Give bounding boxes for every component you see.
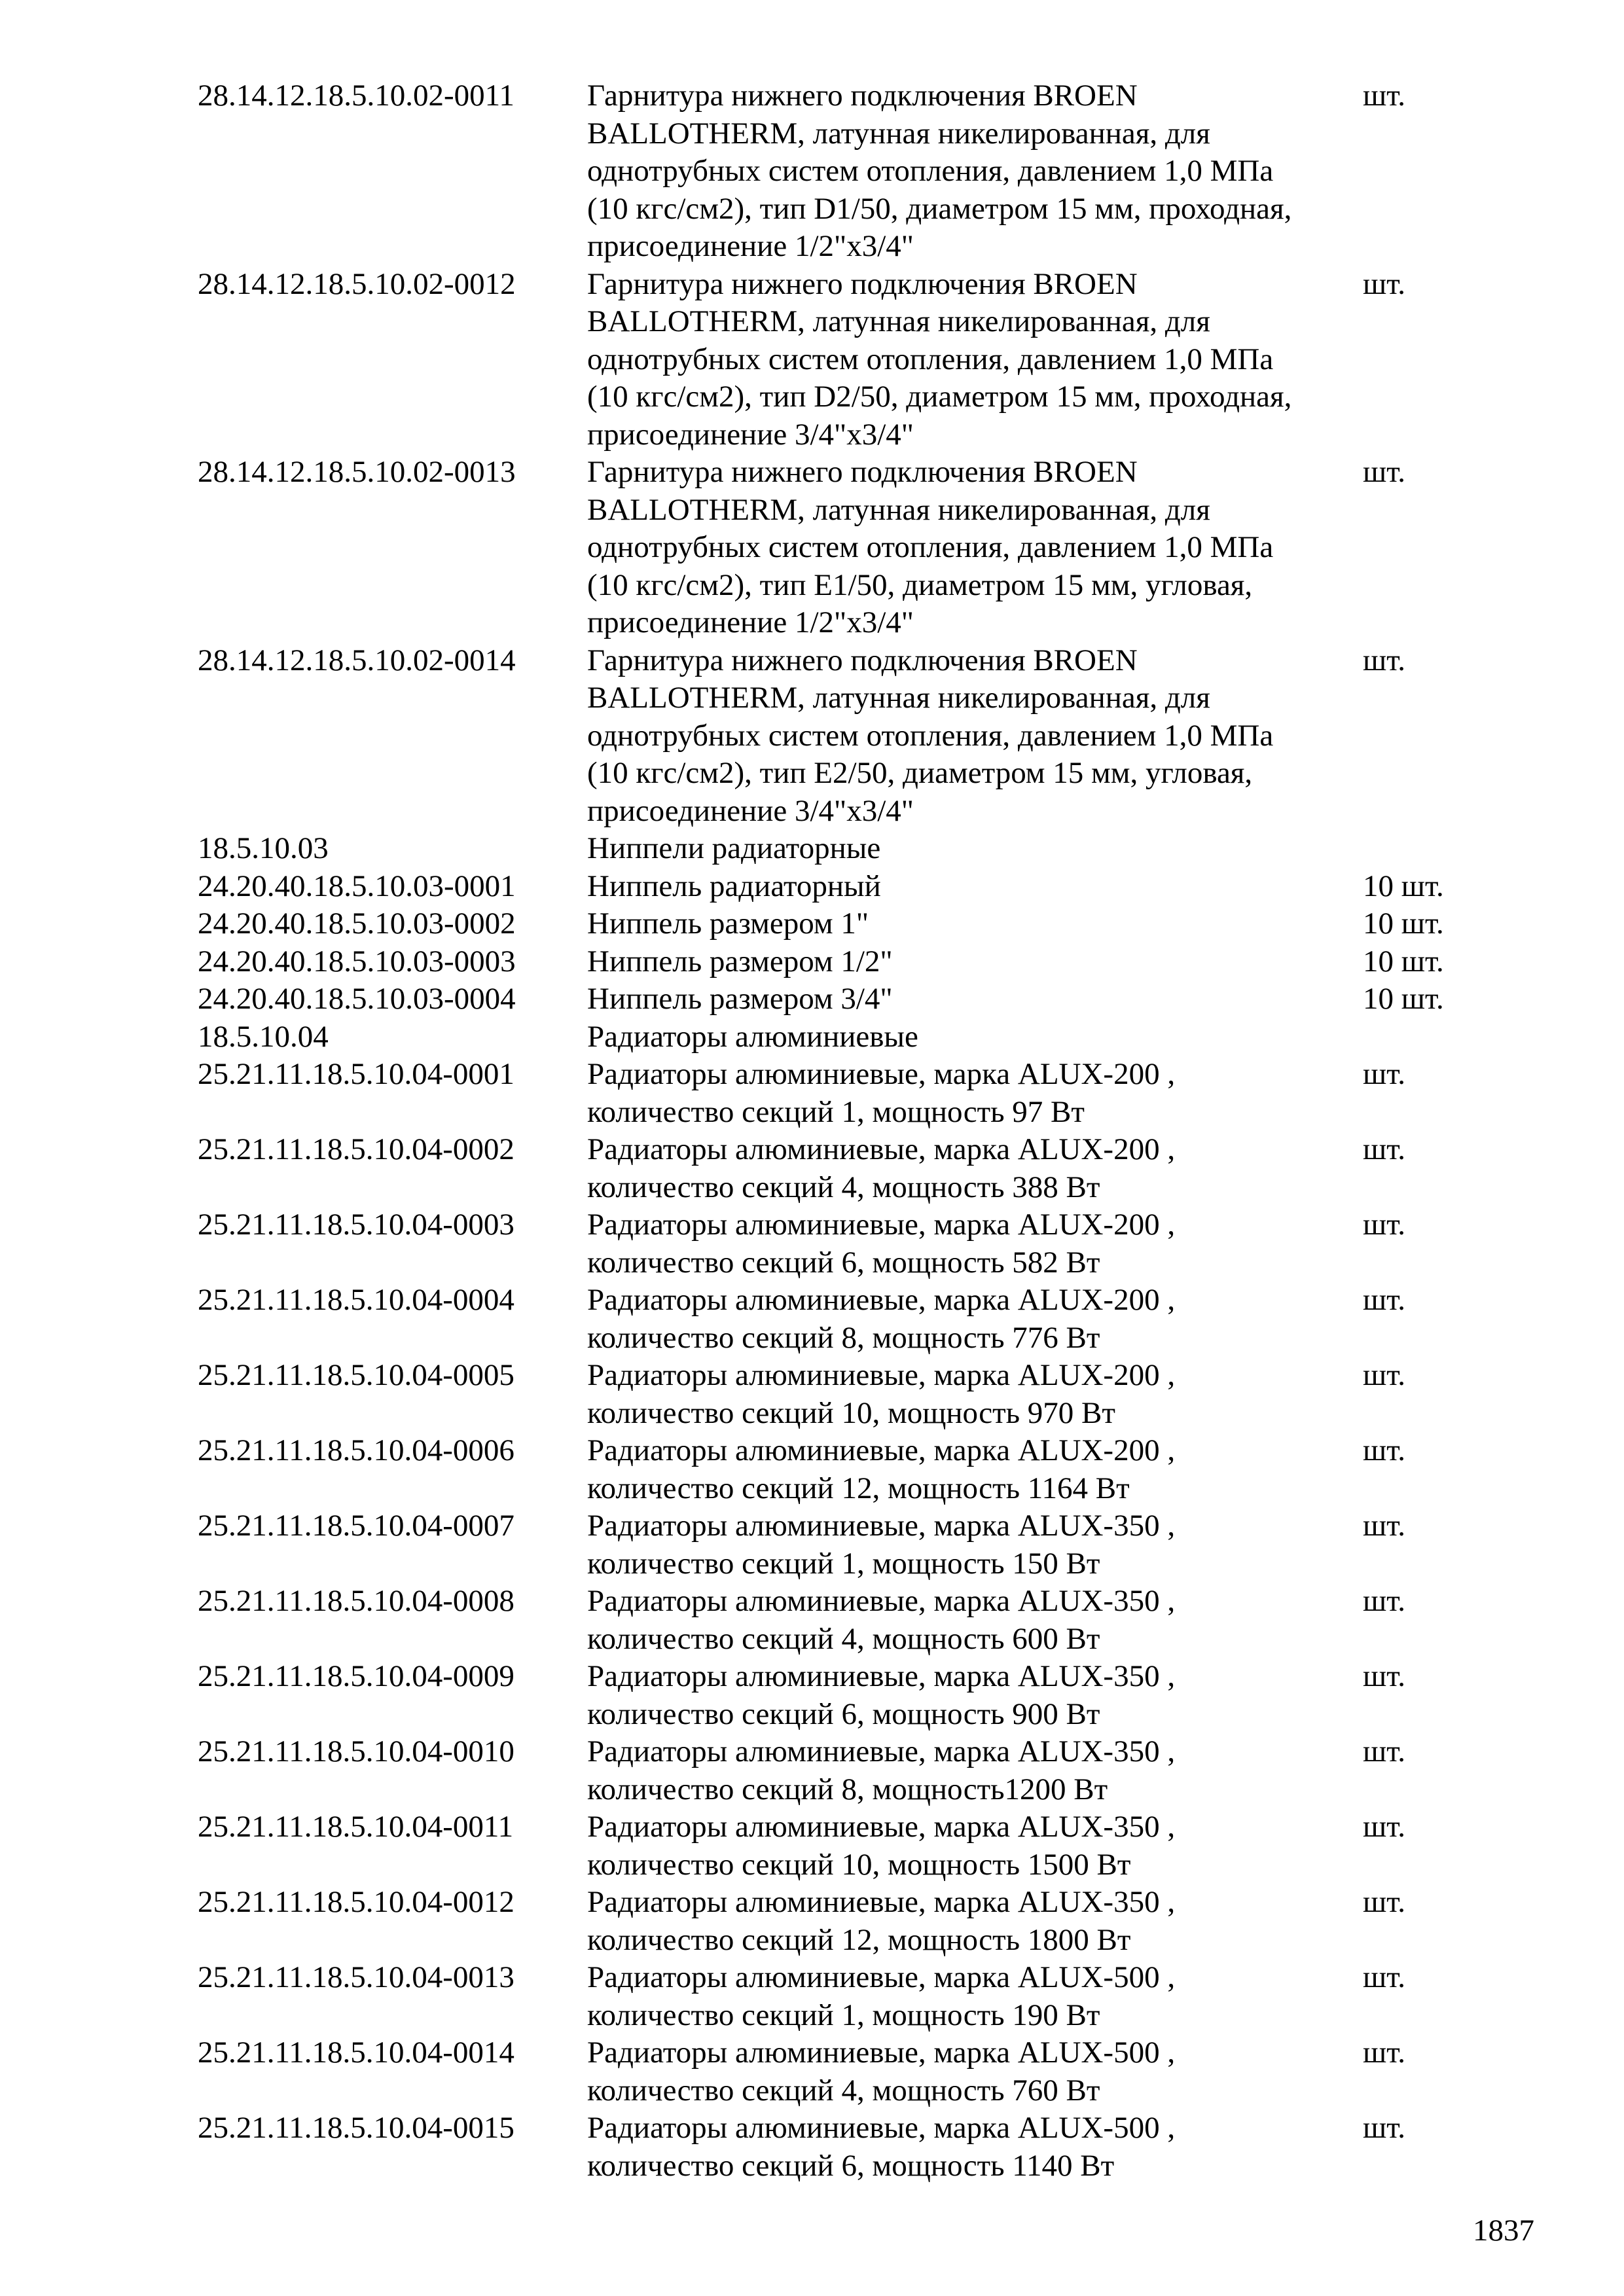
table-row [198, 1282, 1507, 1357]
resource-description: Радиаторы алюминиевые, марка ALUX-350 , количество секций 4, мощность 600 Вт [587, 1584, 1176, 1656]
unit-of-measure: шт. [1363, 1584, 1405, 1618]
resource-description: Ниппель размером 1/2" [587, 944, 893, 978]
resource-code: 28.14.12.18.5.10.02-0012 [198, 266, 516, 301]
table-row [198, 980, 1507, 1018]
unit-of-measure: шт. [1363, 1960, 1405, 1994]
resource-description: Радиаторы алюминиевые, марка ALUX-350 , количество секций 12, мощность 1800 Вт [587, 1885, 1176, 1957]
resource-code: 25.21.11.18.5.10.04-0008 [198, 1584, 514, 1618]
unit-of-measure: 10 шт. [1363, 869, 1444, 903]
resource-description: Радиаторы алюминиевые, марка ALUX-200 , количество секций 12, мощность 1164 Вт [587, 1433, 1176, 1505]
unit-of-measure: шт. [1363, 1132, 1405, 1166]
unit-of-measure: 10 шт. [1363, 906, 1444, 941]
unit-of-measure: шт. [1363, 1734, 1405, 1768]
resource-code: 25.21.11.18.5.10.04-0010 [198, 1734, 514, 1768]
table-row [198, 1206, 1507, 1282]
unit-of-measure: шт. [1363, 643, 1405, 677]
resource-code: 24.20.40.18.5.10.03-0004 [198, 982, 516, 1016]
table-row [198, 266, 1507, 454]
resource-code: 25.21.11.18.5.10.04-0004 [198, 1283, 514, 1317]
table-row [198, 2109, 1507, 2185]
resource-code: 25.21.11.18.5.10.04-0007 [198, 1509, 514, 1543]
resource-code: 25.21.11.18.5.10.04-0002 [198, 1132, 514, 1166]
resource-code: 28.14.12.18.5.10.02-0013 [198, 455, 516, 489]
page-number: 1837 [1473, 2214, 1534, 2248]
resource-description: Ниппель размером 1" [587, 906, 869, 941]
table-row [198, 1131, 1507, 1206]
resource-code: 25.21.11.18.5.10.04-0014 [198, 2036, 514, 2070]
table-row [198, 1583, 1507, 1658]
unit-of-measure: шт. [1363, 79, 1405, 113]
table-row [198, 905, 1507, 943]
resource-code: 25.21.11.18.5.10.04-0001 [198, 1057, 514, 1091]
resource-code: 25.21.11.18.5.10.04-0015 [198, 2111, 514, 2145]
table-row [198, 830, 1507, 868]
resource-code: 18.5.10.04 [198, 1019, 329, 1054]
resource-description: Гарнитура нижнего подключения BROEN BALLOTHERM, латунная никелированная, для однотрубных систем отопления, давлением 1,0 МПа (10 кгс/см2), тип D2/50, диаметром 15 мм, проходная, присоединение 3/4"х3/4" [587, 266, 1292, 452]
unit-of-measure: шт. [1363, 1433, 1405, 1467]
resource-description: Радиаторы алюминиевые, марка ALUX-350 , количество секций 8, мощность1200 Вт [587, 1734, 1176, 1806]
resource-code: 24.20.40.18.5.10.03-0002 [198, 906, 516, 941]
resource-description: Гарнитура нижнего подключения BROEN BALLOTHERM, латунная никелированная, для однотрубных систем отопления, давлением 1,0 МПа (10 кгс/см2), тип D1/50, диаметром 15 мм, проходная, присоединение 1/2"х3/4" [587, 79, 1292, 263]
table-row [198, 943, 1507, 981]
table-row [198, 642, 1507, 831]
resource-code: 25.21.11.18.5.10.04-0012 [198, 1885, 514, 1919]
table-row [198, 1056, 1507, 1131]
unit-of-measure: шт. [1363, 1659, 1405, 1693]
unit-of-measure: шт. [1363, 1208, 1405, 1242]
resource-code: 25.21.11.18.5.10.04-0005 [198, 1358, 514, 1392]
unit-of-measure: шт. [1363, 2036, 1405, 2070]
unit-of-measure: 10 шт. [1363, 982, 1444, 1016]
table-row [198, 1357, 1507, 1432]
unit-of-measure: шт. [1363, 2111, 1405, 2145]
resource-code: 28.14.12.18.5.10.02-0014 [198, 643, 516, 677]
price-list-table [198, 77, 1507, 2185]
unit-of-measure: шт. [1363, 1810, 1405, 1844]
unit-of-measure: шт. [1363, 1358, 1405, 1392]
unit-of-measure: шт. [1363, 1509, 1405, 1543]
resource-code: 25.21.11.18.5.10.04-0013 [198, 1960, 514, 1994]
resource-description: Ниппели радиаторные [587, 831, 881, 865]
resource-code: 18.5.10.03 [198, 831, 329, 865]
resource-description: Радиаторы алюминиевые, марка ALUX-350 , количество секций 10, мощность 1500 Вт [587, 1810, 1176, 1882]
unit-of-measure: 10 шт. [1363, 944, 1444, 978]
table-row [198, 1884, 1507, 1959]
unit-of-measure: шт. [1363, 455, 1405, 489]
unit-of-measure: шт. [1363, 266, 1405, 301]
table-row [198, 2034, 1507, 2109]
table-row [198, 77, 1507, 266]
resource-description: Радиаторы алюминиевые [587, 1019, 918, 1054]
table-row [198, 1432, 1507, 1507]
resource-description: Радиаторы алюминиевые, марка ALUX-200 , количество секций 4, мощность 388 Вт [587, 1132, 1176, 1204]
resource-code: 25.21.11.18.5.10.04-0011 [198, 1810, 514, 1844]
resource-code: 25.21.11.18.5.10.04-0003 [198, 1208, 514, 1242]
resource-description: Радиаторы алюминиевые, марка ALUX-200 , количество секций 1, мощность 97 Вт [587, 1057, 1176, 1129]
unit-of-measure: шт. [1363, 1057, 1405, 1091]
resource-description: Радиаторы алюминиевые, марка ALUX-350 , количество секций 1, мощность 150 Вт [587, 1509, 1176, 1581]
table-row [198, 1733, 1507, 1808]
resource-description: Радиаторы алюминиевые, марка ALUX-200 , количество секций 10, мощность 970 Вт [587, 1358, 1176, 1430]
resource-code: 25.21.11.18.5.10.04-0006 [198, 1433, 514, 1467]
resource-code: 24.20.40.18.5.10.03-0003 [198, 944, 516, 978]
table-row [198, 1959, 1507, 2034]
resource-description: Радиаторы алюминиевые, марка ALUX-500 , количество секций 1, мощность 190 Вт [587, 1960, 1176, 2032]
resource-description: Радиаторы алюминиевые, марка ALUX-500 , количество секций 4, мощность 760 Вт [587, 2036, 1176, 2108]
resource-code: 25.21.11.18.5.10.04-0009 [198, 1659, 514, 1693]
resource-description: Радиаторы алюминиевые, марка ALUX-500 , количество секций 6, мощность 1140 Вт [587, 2111, 1176, 2183]
table-row [198, 1507, 1507, 1583]
table-row [198, 1018, 1507, 1056]
resource-description: Радиаторы алюминиевые, марка ALUX-200 , количество секций 8, мощность 776 Вт [587, 1283, 1176, 1355]
table-row [198, 454, 1507, 642]
resource-code: 24.20.40.18.5.10.03-0001 [198, 869, 516, 903]
resource-description: Радиаторы алюминиевые, марка ALUX-200 , количество секций 6, мощность 582 Вт [587, 1208, 1176, 1280]
unit-of-measure: шт. [1363, 1885, 1405, 1919]
resource-description: Ниппель размером 3/4" [587, 982, 893, 1016]
table-row [198, 868, 1507, 906]
resource-description: Гарнитура нижнего подключения BROEN BALLOTHERM, латунная никелированная, для однотрубных систем отопления, давлением 1,0 МПа (10 кгс/см2), тип E1/50, диаметром 15 мм, угловая, присоединение 1/2"х3/4" [587, 455, 1274, 639]
unit-of-measure: шт. [1363, 1283, 1405, 1317]
table-row [198, 1808, 1507, 1884]
table-row [198, 1658, 1507, 1733]
resource-code: 28.14.12.18.5.10.02-0011 [198, 79, 514, 113]
resource-description: Радиаторы алюминиевые, марка ALUX-350 , количество секций 6, мощность 900 Вт [587, 1659, 1176, 1731]
resource-description: Ниппель радиаторный [587, 869, 881, 903]
resource-description: Гарнитура нижнего подключения BROEN BALLOTHERM, латунная никелированная, для однотрубных систем отопления, давлением 1,0 МПа (10 кгс/см2), тип E2/50, диаметром 15 мм, угловая, присоединение 3/4"х3/4" [587, 643, 1274, 828]
